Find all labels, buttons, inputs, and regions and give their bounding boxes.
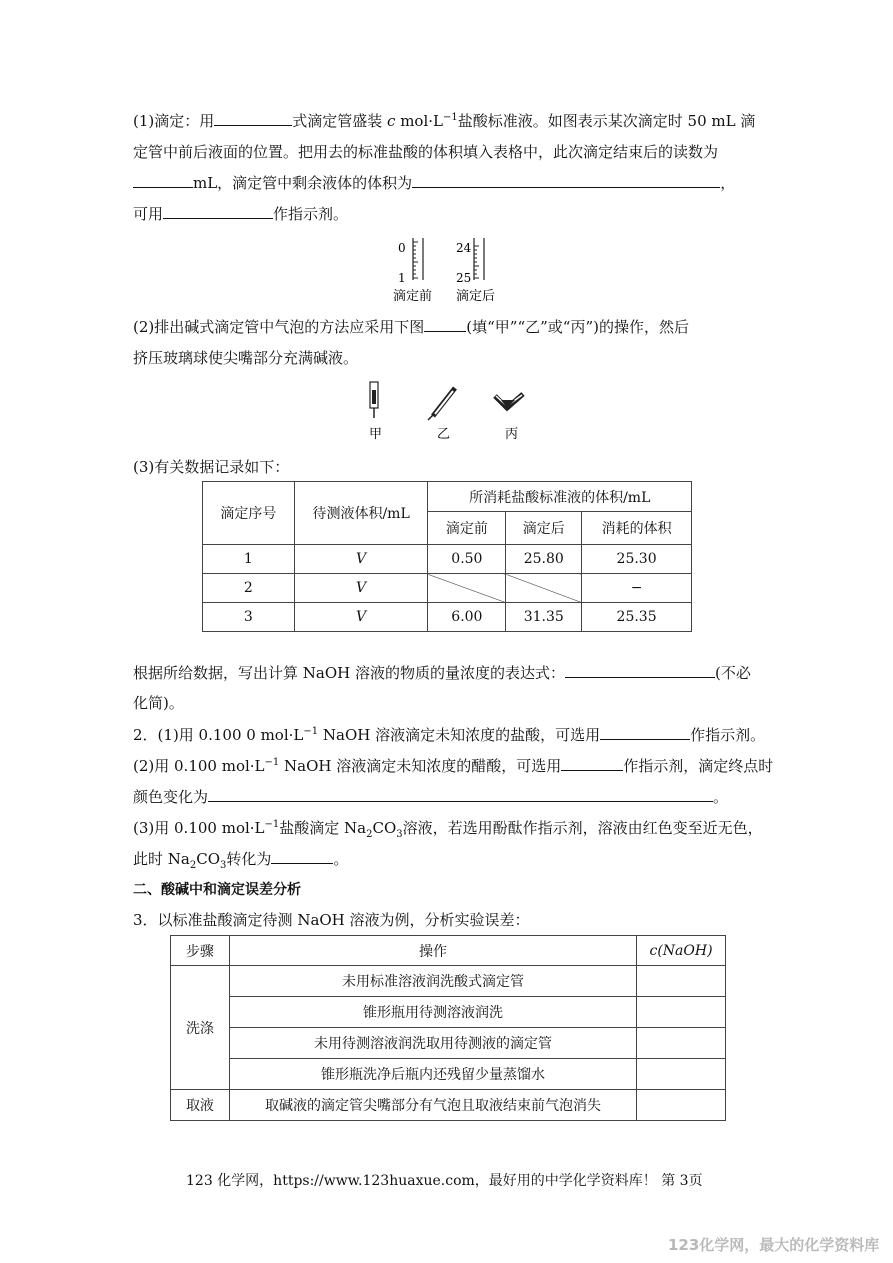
expr-line1-a: 根据所给数据，写出计算 NaOH 溶液的物质的量浓度的表达式： [133,664,565,682]
p2-line1-sup: −1 [303,726,319,737]
answer-blank[interactable] [208,787,713,802]
table-row [203,545,692,574]
answer-cell[interactable] [637,1059,726,1090]
answer-blank[interactable] [412,173,720,188]
table-row [171,966,726,997]
cell-seq: 3 [203,603,295,632]
answer-cell[interactable] [637,966,726,997]
cell-before-slashed [428,574,506,603]
burette-after-icon [474,238,484,280]
p2-line5-b: CO [196,850,220,868]
error-table [170,935,726,1121]
label-jia: 甲 [369,427,383,442]
answer-blank[interactable] [271,849,333,864]
answer-blank[interactable] [163,204,273,219]
table-row [203,603,692,632]
p2-line4-b: 盐酸滴定 Na [279,819,367,837]
cell-used: 25.35 [582,603,692,632]
burette-after-top: 24 [456,241,472,255]
step-take: 取液 [171,1090,230,1121]
q1-line1-a: (1)滴定：用 [133,112,215,130]
q2-line1 [133,316,689,337]
answer-blank[interactable] [214,111,292,126]
operation-cell: 锥形瓶用待测溶液润洗 [229,997,636,1028]
step-wash: 洗涤 [171,966,230,1090]
p2-line2-c: 作指示剂，滴定终点时 [623,757,774,775]
p2-line5-c: 转化为 [226,850,272,868]
p2-line5-sub2: 3 [220,860,227,871]
p2-line1-c: 作指示剂。 [690,726,766,744]
expr-line1-b: (不必 [715,664,751,682]
cell-after: 31.35 [506,603,582,632]
cell-vol: V [294,545,428,574]
q1-line1-d: mol·L [395,112,443,130]
caption-before: 滴定前 [393,289,433,304]
table-row [171,1090,726,1121]
p2-line3-b: 。 [713,788,729,806]
table-row [203,574,692,603]
cell-vol: V [294,574,428,603]
q1-line2: 定管中前后液面的位置。把用去的标准盐酸的体积填入表格中，此次滴定结束后的读数为 [133,143,719,161]
p2-line4-d: 溶液，若选用酚酞作指示剂，溶液由红色变至近无色， [402,819,763,837]
p2-line2 [133,755,773,776]
p2-line5-a: 此时 Na [133,850,190,868]
q2-line1-b: (填“甲”“乙”或“丙”)的操作，然后 [466,318,689,336]
burette-after-bottom: 25 [456,271,472,285]
header-step: 步骤 [171,936,230,966]
label-bing: 丙 [505,427,519,442]
answer-blank[interactable] [133,173,193,188]
q1-line1-sup: −1 [443,112,458,123]
burette-bent-icon [495,394,523,408]
watermark: 123化学网，最大的化学资料库 [668,1236,880,1254]
p2-line1 [133,724,765,745]
p2-line1-b: NaOH 溶液滴定未知浓度的盐酸，可选用 [318,726,601,744]
p2-line3 [133,786,728,807]
operation-cell: 未用标准溶液润洗酸式滴定管 [229,966,636,997]
p2-line4 [133,817,763,840]
q1-line3-a: mL，滴定管中剩余液体的体积为 [193,174,413,192]
header-used: 消耗的体积 [582,512,692,545]
p2-line4-a: (3)用 0.100 mol·L [133,819,265,837]
p2-line4-sub1: 2 [366,829,373,840]
p2-line1-a: 2．(1)用 0.100 0 mol·L [133,726,304,744]
q1-line1-b: 式滴定管盛装 [292,112,388,130]
header-volume: 待测液体积/mL [294,482,428,545]
cell-after: 25.80 [506,545,582,574]
answer-blank[interactable] [424,317,466,332]
answer-blank[interactable] [561,756,623,771]
header-group: 所消耗盐酸标准液的体积/mL [428,482,692,512]
cell-seq: 1 [203,545,295,574]
header-seq: 滴定序号 [203,482,295,545]
answer-blank[interactable] [600,725,690,740]
header-operation: 操作 [229,936,636,966]
page-footer: 123 化学网，https://www.123huaxue.com，最好用的中学化学资料库！ 第 3页 [186,1173,703,1189]
header-c-naoh: c(NaOH) [637,936,726,966]
burette-before-top: 0 [398,241,406,255]
operation-cell: 取碱液的滴定管尖嘴部分有气泡且取液结束前气泡消失 [229,1090,636,1121]
operation-cell: 锥形瓶洗净后瓶内还残留少量蒸馏水 [229,1059,636,1090]
data-table [202,481,692,632]
section-heading: 二、酸碱中和滴定误差分析 [133,882,301,898]
table-row [171,1028,726,1059]
operation-cell: 未用待测溶液润洗取用待测液的滴定管 [229,1028,636,1059]
q3-text: 3．以标准盐酸滴定待测 NaOH 溶液为例，分析实验误差： [133,911,530,929]
table-row [171,1059,726,1090]
p2-line5-sub1: 2 [189,860,197,871]
p2-line5 [133,848,348,871]
cell-vol: V [294,603,428,632]
p2-line5-d: 。 [333,850,349,868]
q1-line4-a: 可用 [133,205,164,223]
header-after: 滴定后 [506,512,582,545]
burette-before-icon [413,238,423,280]
answer-blank[interactable] [565,663,715,678]
cell-used: − [582,574,692,603]
caption-after: 滴定后 [456,289,496,304]
burette-before-bottom: 1 [398,271,406,285]
q1-line4 [133,203,348,224]
p2-line3-a: 颜色变化为 [133,788,209,806]
expr-line1 [133,662,751,683]
label-yi: 乙 [437,427,451,442]
q1-line3-b: ， [720,174,736,192]
q1-line1-c: c [387,112,396,130]
header-before: 滴定前 [428,512,506,545]
p2-line4-c: CO [372,819,397,837]
q2-line1-a: (2)排出碱式滴定管中气泡的方法应采用下图 [133,318,425,336]
p2-line4-sub2: 3 [396,829,403,840]
cell-used: 25.30 [582,545,692,574]
cell-before: 0.50 [428,545,506,574]
burette-figure [388,232,508,307]
expr-line2: 化简)。 [133,694,184,712]
q3-title: (3)有关数据记录如下： [133,458,290,476]
operation-figure [355,378,535,443]
burette-upright-icon [370,382,378,418]
answer-cell[interactable] [637,1090,726,1121]
answer-cell[interactable] [637,1028,726,1059]
p2-line2-sup: −1 [264,757,280,768]
q1-line3 [133,172,735,193]
q1-line1 [133,110,755,131]
cell-after-slashed [506,574,582,603]
p2-line4-sup: −1 [264,819,280,830]
answer-cell[interactable] [637,997,726,1028]
burette-tilted-icon [428,388,455,420]
p2-line2-b: NaOH 溶液滴定未知浓度的醋酸，可选用 [279,757,562,775]
p2-line2-a: (2)用 0.100 mol·L [133,757,265,775]
q1-line1-e: 盐酸标准液。如图表示某次滴定时 50 mL 滴 [457,112,756,130]
q2-line2: 挤压玻璃球使尖嘴部分充满碱液。 [133,349,359,367]
cell-before: 6.00 [428,603,506,632]
cell-seq: 2 [203,574,295,603]
table-row [171,997,726,1028]
q1-line4-b: 作指示剂。 [273,205,349,223]
